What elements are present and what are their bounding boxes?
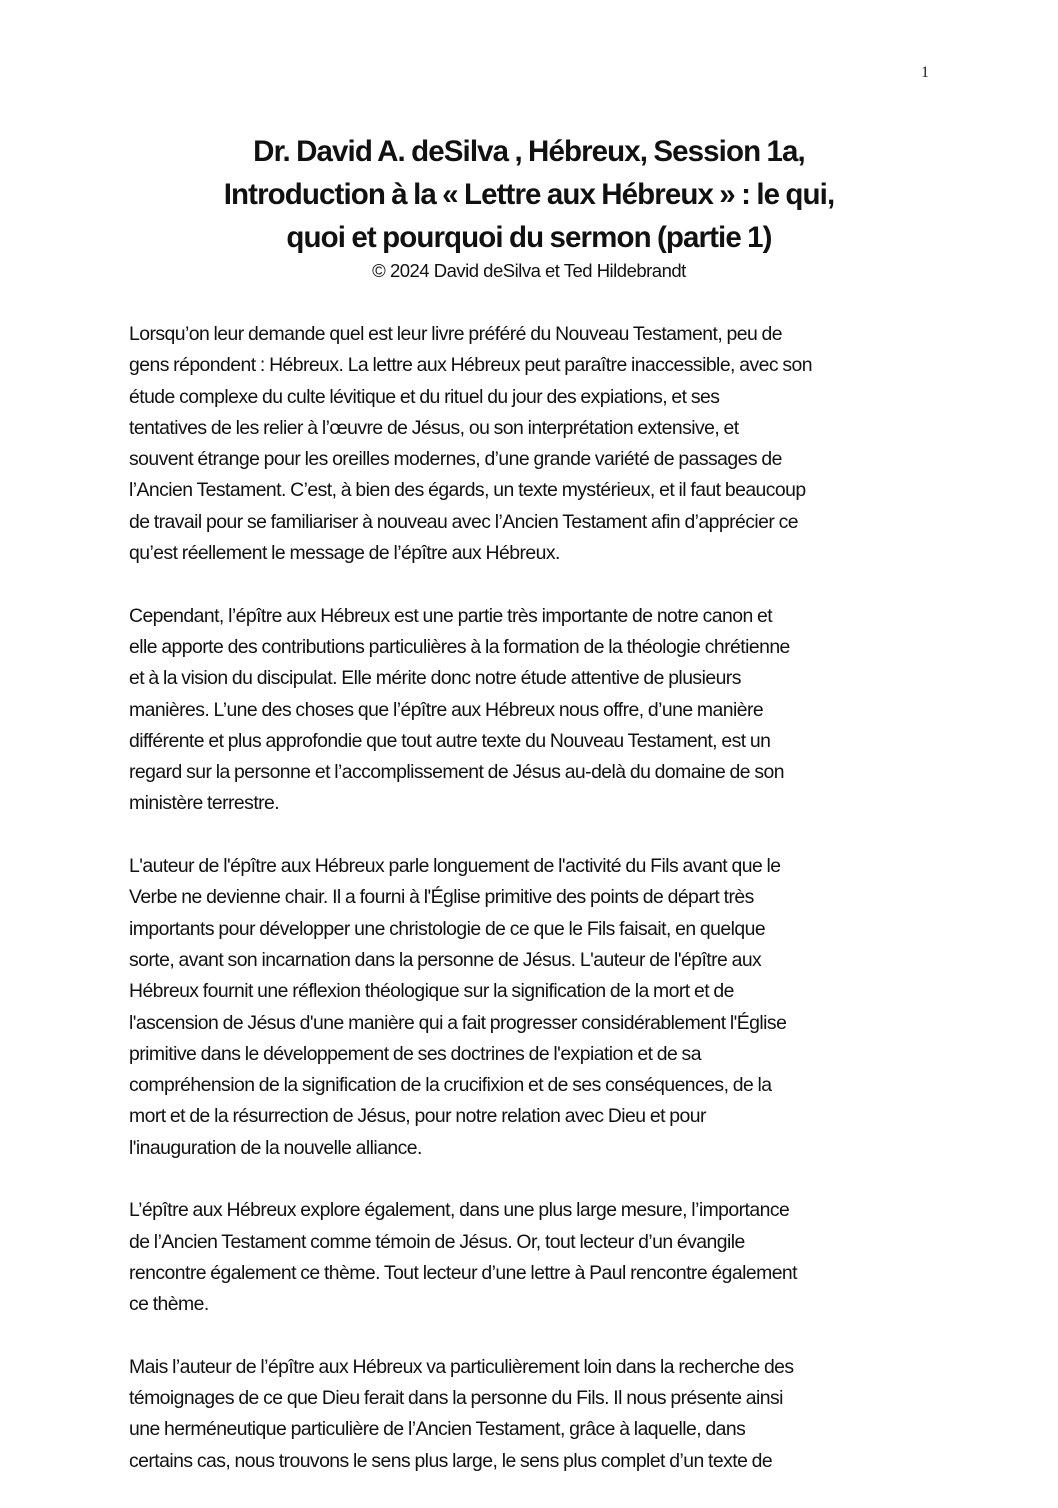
paragraph-5 bbox=[129, 1352, 935, 1477]
text-line: et à la vision du discipulat. Elle mérite donc notre étude attentive de plusieurs bbox=[129, 667, 741, 690]
text-line: étude complexe du culte lévitique et du rituel du jour des expiations, et ses bbox=[129, 385, 720, 408]
text-line: témoignages de ce que Dieu ferait dans la personne du Fils. Il nous présente ainsi bbox=[129, 1387, 783, 1410]
text-line: l'inauguration de la nouvelle alliance. bbox=[129, 1136, 422, 1159]
text-line: regard sur la personne et l’accomplissement de Jésus au-delà du domaine de son bbox=[129, 761, 784, 784]
text-line: Cependant, l’épître aux Hébreux est une partie très importante de notre canon et bbox=[129, 604, 773, 627]
text-line: importants pour développer une christologie de ce que le Fils faisait, en quelque bbox=[129, 917, 766, 940]
text-line: l'ascension de Jésus d'une manière qui a fait progresser considérablement l'Église bbox=[129, 1011, 787, 1034]
text-line: différente et plus approfondie que tout autre texte du Nouveau Testament, est un bbox=[129, 729, 771, 752]
text-line: de travail pour se familiariser à nouveau avec l’Ancien Testament afin d’apprécier ce bbox=[129, 510, 799, 533]
text-line: rencontre également ce thème. Tout lecteur d’une lettre à Paul rencontre également bbox=[129, 1261, 798, 1284]
text-line: primitive dans le développement de ses doctrines de l'expiation et de sa bbox=[129, 1042, 701, 1065]
page-number: 1 bbox=[921, 64, 929, 81]
text-line: L'auteur de l'épître aux Hébreux parle longuement de l'activité du Fils avant que le bbox=[129, 855, 781, 878]
text-line: ce thème. bbox=[129, 1293, 209, 1316]
text-line: tentatives de les relier à l’œuvre de Jésus, ou son interprétation extensive, et bbox=[129, 416, 739, 439]
document-title bbox=[110, 130, 948, 259]
text-line: gens répondent : Hébreux. La lettre aux Hébreux peut paraître inaccessible, avec son bbox=[129, 354, 812, 377]
title-line: quoi et pourquoi du sermon (partie 1) bbox=[286, 221, 772, 254]
text-line: Hébreux fournit une réflexion théologique sur la signification de la mort et de bbox=[129, 980, 734, 1003]
text-line: Verbe ne devienne chair. Il a fourni à l'Église primitive des points de départ très bbox=[129, 886, 754, 909]
text-line: souvent étrange pour les oreilles modernes, d’une grande variété de passages de bbox=[129, 448, 782, 471]
text-line: certains cas, nous trouvons le sens plus large, le sens plus complet d’un texte de bbox=[129, 1449, 773, 1472]
text-line: compréhension de la signification de la crucifixion et de ses conséquences, de la bbox=[129, 1074, 772, 1097]
title-line: Introduction à la « Lettre aux Hébreux » : le qui, bbox=[223, 178, 835, 211]
text-line: de l’Ancien Testament comme témoin de Jésus. Or, tout lecteur d’un évangile bbox=[129, 1230, 745, 1253]
title-block bbox=[110, 130, 948, 283]
paragraph-3 bbox=[129, 851, 935, 1164]
title-line: Dr. David A. deSilva , Hébreux, Session 1a, bbox=[253, 135, 805, 168]
text-line: l’Ancien Testament. C’est, à bien des égards, un texte mystérieux, et il faut beaucoup bbox=[129, 479, 806, 502]
text-line: Lorsqu’on leur demande quel est leur livre préféré du Nouveau Testament, peu de bbox=[129, 323, 783, 345]
paragraph-2 bbox=[129, 601, 935, 820]
text-line: mort et de la résurrection de Jésus, pour notre relation avec Dieu et pour bbox=[129, 1105, 706, 1128]
text-line: ministère terrestre. bbox=[129, 792, 280, 815]
text-line: qu’est réellement le message de l’épître aux Hébreux. bbox=[129, 542, 560, 565]
text-line: elle apporte des contributions particulières à la formation de la théologie chrétienne bbox=[129, 635, 790, 658]
document-body bbox=[129, 319, 935, 1508]
text-line: Mais l’auteur de l’épître aux Hébreux va particulièrement loin dans la recherche des bbox=[129, 1355, 794, 1378]
paragraph-4 bbox=[129, 1195, 935, 1320]
text-line: sorte, avant son incarnation dans la personne de Jésus. L'auteur de l'épître aux bbox=[129, 948, 762, 971]
paragraph-1 bbox=[129, 319, 935, 569]
text-line: une herméneutique particulière de l’Ancien Testament, grâce à laquelle, dans bbox=[129, 1418, 746, 1441]
copyright-notice: © 2024 David deSilva et Ted Hildebrandt bbox=[372, 260, 686, 281]
text-line: manières. L’une des choses que l’épître aux Hébreux nous offre, d’une manière bbox=[129, 698, 764, 721]
text-line: L’épître aux Hébreux explore également, dans une plus large mesure, l’importance bbox=[129, 1199, 790, 1222]
